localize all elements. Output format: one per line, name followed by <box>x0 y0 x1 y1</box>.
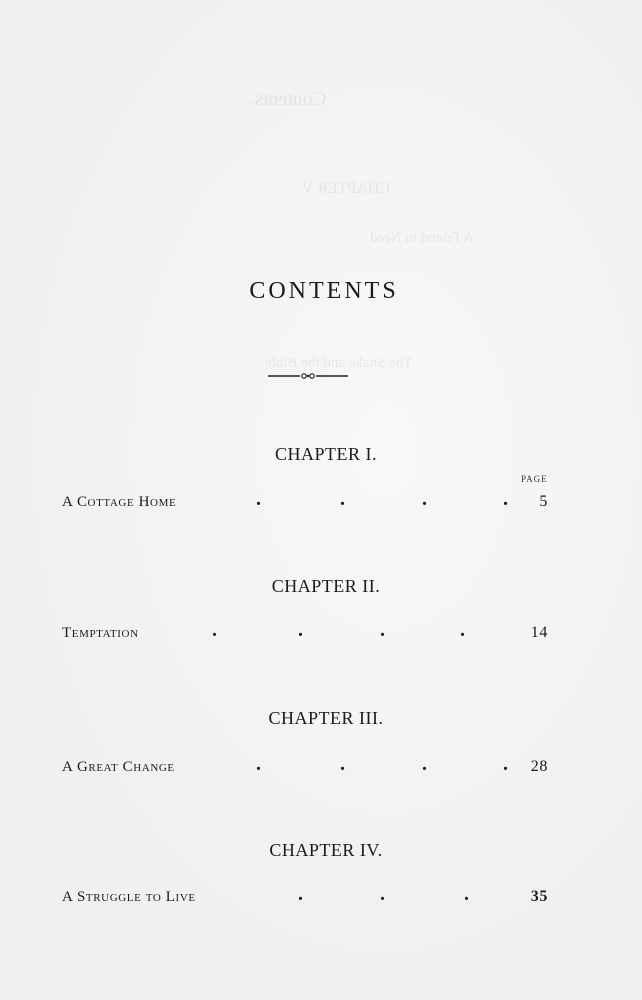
chapter-heading: CHAPTER IV. <box>269 840 383 860</box>
toc-entry-title: Temptation <box>62 625 139 641</box>
leader-dot: . <box>256 753 262 775</box>
leader-dot: . <box>298 883 304 905</box>
leader-dot: . <box>212 619 218 641</box>
leader-dot: . <box>380 883 386 905</box>
toc-entry-title: A Great Change <box>62 759 175 775</box>
leader-dot: . <box>380 619 386 641</box>
toc-entry[interactable] <box>62 753 552 783</box>
chapter-heading: CHAPTER I. <box>274 444 377 464</box>
toc-page-number: 28 <box>530 758 548 775</box>
chapter-heading: CHAPTER II. <box>271 576 381 596</box>
page-title: CONTENTS <box>249 278 399 304</box>
chapter-heading: CHAPTER III. <box>268 708 384 728</box>
toc-page-number: 35 <box>530 888 548 905</box>
leader-dot: . <box>256 488 262 510</box>
bleed-through-text: CHAPTER V. <box>300 180 391 197</box>
leader-dot: . <box>340 488 346 510</box>
toc-entry-title: A Cottage Home <box>62 494 177 510</box>
toc-page-number: 14 <box>530 624 548 641</box>
leader-dot: . <box>298 619 304 641</box>
bleed-through-text: Contents. <box>250 88 327 110</box>
leader-dot: . <box>460 619 466 641</box>
leader-dot: . <box>422 488 428 510</box>
bleed-through-text: A Friend in Need <box>370 230 474 246</box>
toc-entry[interactable] <box>62 883 552 913</box>
page-column-label: PAGE <box>521 474 548 484</box>
toc-page-number: 5 <box>539 493 548 510</box>
leader-dot: . <box>503 753 509 775</box>
toc-entry[interactable] <box>62 619 552 649</box>
toc-entry[interactable] <box>62 488 552 518</box>
leader-dot: . <box>464 883 470 905</box>
divider-ornament <box>268 370 348 382</box>
bleed-through-text: The Snake and the Bible <box>265 355 413 371</box>
leader-dot: . <box>340 753 346 775</box>
leader-dot: . <box>422 753 428 775</box>
leader-dot: . <box>503 488 509 510</box>
toc-entry-title: A Struggle to Live <box>62 889 196 905</box>
